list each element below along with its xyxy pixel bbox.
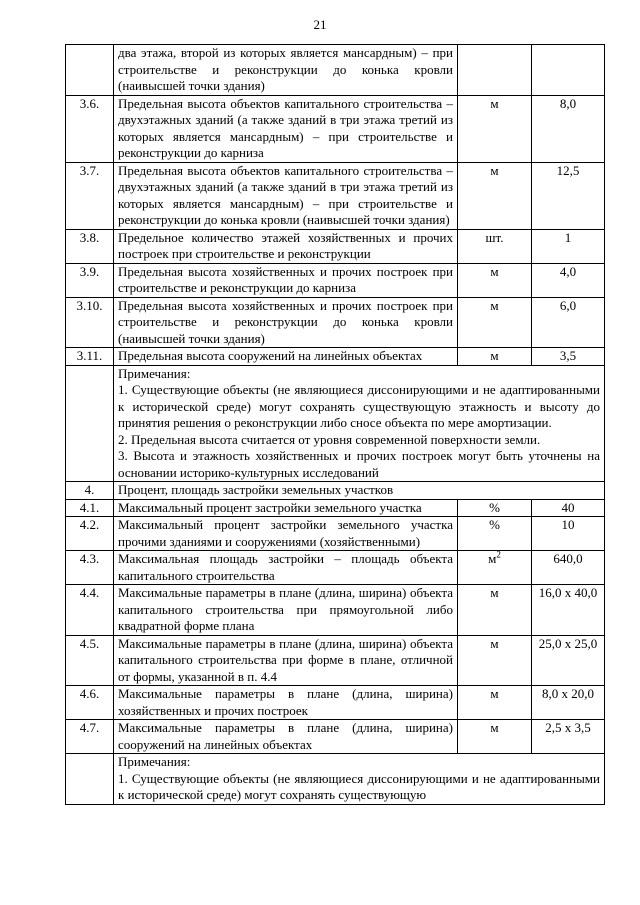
table-row	[66, 517, 605, 551]
section-title: Процент, площадь застройки земельных участков	[114, 482, 605, 500]
row-unit: %	[458, 499, 532, 517]
table-row	[66, 348, 605, 366]
row-description: два этажа, второй из которых является мансардным) – при строительстве и реконструкции до конька кровли (наивысшей точки здания)	[114, 45, 458, 96]
row-description: Предельная высота сооружений на линейных объектах	[114, 348, 458, 366]
row-description: Максимальные параметры в плане (длина, ширина) сооружений на линейных объектах	[114, 720, 458, 754]
table-row	[66, 297, 605, 348]
note-item: 1. Существующие объекты (не являющиеся диссонирующими и не адаптированными к исторической среде) могут сохранять существующую этажность и высоту до принятия решения о реконструкции либо сносе объекта по мере амортизации.	[118, 382, 600, 430]
row-value: 12,5	[532, 162, 605, 229]
row-description: Предельная высота хозяйственных и прочих построек при строительстве и реконструкции до конька кровли (наивысшей точки здания)	[114, 297, 458, 348]
notes-heading: Примечания:	[118, 365, 191, 381]
row-description: Максимальные параметры в плане (длина, ширина) объекта капитального строительства при форме в плане, отличной от формы, указанной в п. 4.4	[114, 635, 458, 686]
row-unit: м	[458, 297, 532, 348]
row-number: 3.8.	[66, 229, 114, 263]
table-row	[66, 720, 605, 754]
unit-text: м	[488, 551, 497, 566]
row-value: 4,0	[532, 263, 605, 297]
row-number	[66, 45, 114, 96]
row-value: 10	[532, 517, 605, 551]
row-unit: м	[458, 720, 532, 754]
row-description: Максимальные параметры в плане (длина, ширина) объекта капитального строительства при прямоугольной либо квадратной форме плана	[114, 585, 458, 636]
table-row	[66, 686, 605, 720]
row-number: 3.7.	[66, 162, 114, 229]
row-number: 4.5.	[66, 635, 114, 686]
row-unit: м	[458, 686, 532, 720]
row-unit: шт.	[458, 229, 532, 263]
row-value: 40	[532, 499, 605, 517]
row-description: Предельное количество этажей хозяйственных и прочих построек при строительстве и реконструкции	[114, 229, 458, 263]
row-unit: м	[458, 162, 532, 229]
row-number: 4.4.	[66, 585, 114, 636]
row-value: 1	[532, 229, 605, 263]
notes-row	[66, 754, 605, 805]
table-row	[66, 551, 605, 585]
table-row	[66, 229, 605, 263]
row-number: 4.1.	[66, 499, 114, 517]
row-description: Предельная высота объектов капитального строительства – двухэтажных зданий (а также зданий в три этажа третий из которых является мансардным) – при строительстве и реконструкции до карниза	[114, 95, 458, 162]
notes-block	[114, 754, 605, 805]
row-description: Предельная высота хозяйственных и прочих построек при строительстве и реконструкции до карниза	[114, 263, 458, 297]
table-row	[66, 162, 605, 229]
table-row	[66, 635, 605, 686]
row-unit: м	[458, 95, 532, 162]
table-row	[66, 499, 605, 517]
notes-block	[114, 365, 605, 482]
regulations-table	[65, 44, 605, 805]
page-number: 21	[313, 17, 327, 32]
row-number: 4.3.	[66, 551, 114, 585]
row-value	[532, 45, 605, 96]
row-unit: %	[458, 517, 532, 551]
row-value: 16,0 х 40,0	[532, 585, 605, 636]
row-unit: м	[458, 585, 532, 636]
row-unit: м	[458, 348, 532, 366]
row-unit	[458, 45, 532, 96]
row-number: 4.7.	[66, 720, 114, 754]
row-description: Максимальный процент застройки земельного участка прочими зданиями и сооружениями (хозяйственными)	[114, 517, 458, 551]
row-value: 3,5	[532, 348, 605, 366]
row-description: Максимальная площадь застройки – площадь объекта капитального строительства	[114, 551, 458, 585]
row-unit	[458, 551, 532, 585]
row-value: 8,0 х 20,0	[532, 686, 605, 720]
row-number: 3.10.	[66, 297, 114, 348]
note-item: 2. Предельная высота считается от уровня современной поверхности земли.	[118, 431, 541, 447]
row-description: Максимальный процент застройки земельного участка	[114, 499, 458, 517]
table-row	[66, 95, 605, 162]
row-number: 4.6.	[66, 686, 114, 720]
row-number: 4.2.	[66, 517, 114, 551]
section-number: 4.	[66, 482, 114, 500]
row-number: 3.6.	[66, 95, 114, 162]
section-header-row	[66, 482, 605, 500]
notes-row	[66, 365, 605, 482]
row-description: Максимальные параметры в плане (длина, ширина) хозяйственных и прочих построек	[114, 686, 458, 720]
row-number: 3.9.	[66, 263, 114, 297]
note-item: 3. Высота и этажность хозяйственных и прочих построек могут быть уточнены на основании историко-культурных исследований	[118, 448, 600, 480]
table-row	[66, 585, 605, 636]
notes-heading: Примечания:	[118, 754, 191, 769]
row-number: 3.11.	[66, 348, 114, 366]
row-unit: м	[458, 635, 532, 686]
row-value: 2,5 х 3,5	[532, 720, 605, 754]
row-unit: м	[458, 263, 532, 297]
row-value: 6,0	[532, 297, 605, 348]
table-row	[66, 263, 605, 297]
row-value: 8,0	[532, 95, 605, 162]
row-description: Предельная высота объектов капитального строительства – двухэтажных зданий (а также зданий в три этажа третий из которых является мансардным) – при строительстве и реконструкции до конька кровли (наивысшей точки здания)	[114, 162, 458, 229]
unit-superscript: 2	[496, 549, 501, 560]
table-row	[66, 45, 605, 96]
row-value: 25,0 х 25,0	[532, 635, 605, 686]
note-item: 1. Существующие объекты (не являющиеся диссонирующими и не адаптированными к исторической среде) могут сохранять существующую	[118, 770, 600, 802]
row-value: 640,0	[532, 551, 605, 585]
